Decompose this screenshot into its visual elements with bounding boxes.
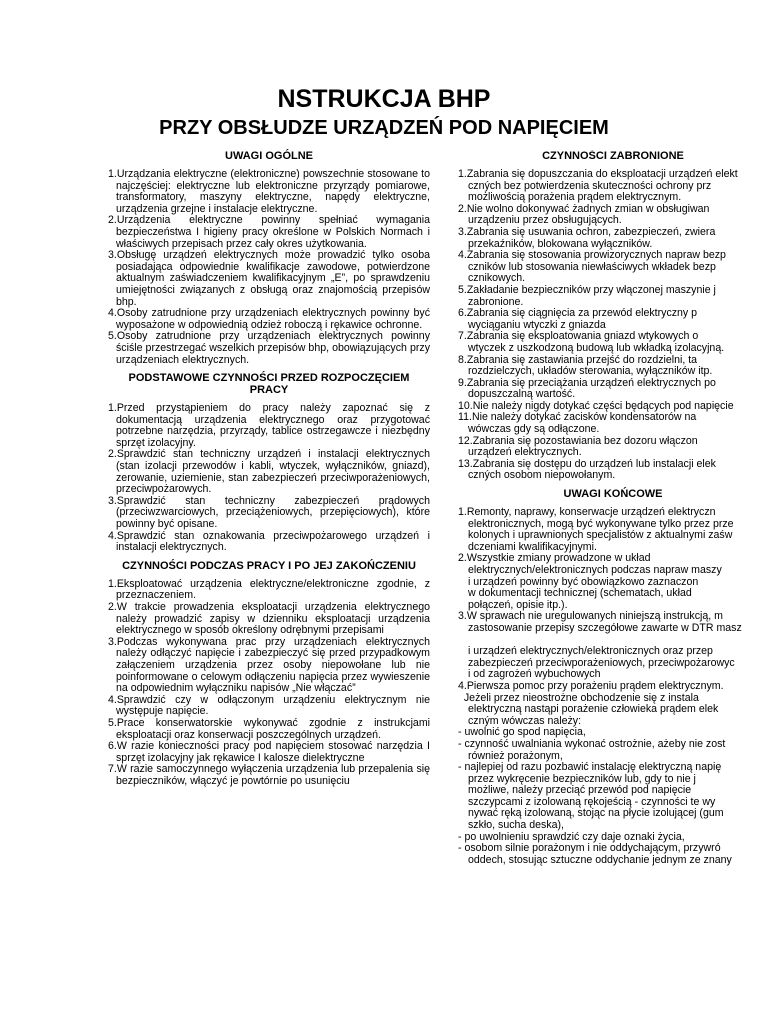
list-item <box>458 611 768 681</box>
list-item <box>458 412 768 435</box>
list-item <box>458 250 768 285</box>
section-heading: CZYNNOŚCI PODCZAS PRACY I PO JEJ ZAKOŃCZENIU <box>122 559 416 572</box>
text-line: czników lub stosowania niewłaściwych wkładek bezp <box>468 260 716 273</box>
section-heading: CZYNNOŚCI ZABRONIONE <box>542 150 684 162</box>
text-line: zabezpieczeń przeciwporażeniowych, przeciwpożarowyc <box>468 656 735 669</box>
list-item: 2.Urządzenia elektryczne powinny spełniać wymagania bezpieczeństwa I higieny pracy określone w Polskich Normach i właściwych przepisach przez cały okres użytkowania. <box>108 214 430 250</box>
list-item: 2.W trakcie prowadzenia eksploatacji urządzenia elektrycznego należy prowadzić zapisy w dzienniku eksploatacji urządzenia elektrycznego w sposób określony odrębnymi przepisami <box>108 601 430 637</box>
section-items <box>108 403 430 554</box>
text-line: 2.Wszystkie zmiany prowadzone w układ <box>458 552 651 565</box>
list-item: 5.Prace konserwatorskie wykonywać zgodnie z instrukcjami eksploatacji oraz konserwacji poszczególnych urządzeń. <box>108 716 430 741</box>
text-line: czným wówczas należy: <box>468 714 582 727</box>
list-item: 4.Sprawdzić stan oznakowania przeciwpożarowego urządzeń i instalacji elektrycznych. <box>108 529 430 554</box>
list-item <box>458 436 768 459</box>
text-line: 6.Zabrania się ciągnięcia za przewód elektryczny p <box>458 307 698 320</box>
text-line: 1.Zabrania się dopuszczania do eksploatacji urządzeń elekt <box>458 168 738 180</box>
text-line: elektryczną nastąpi porażenie człowieka prądem elek <box>468 703 719 716</box>
text-line: czných bez potwierdzenia skuteczności ochrony prz <box>468 179 712 192</box>
document-subtitle: PRZY OBSŁUDZE URZĄDZEŃ POD NAPIĘCIEM <box>159 117 609 139</box>
text-line: - osobom silnie porażonym i nie oddychającym, przywró <box>458 842 721 855</box>
text-line: 2.Nie wolno dokonywać żadnych zmian w obsługiwan <box>458 202 710 215</box>
text-line: i urządzeń elektrycznych/elektronicznych oraz przep <box>468 645 713 658</box>
text-line: połączeń, opisie itp.). <box>468 598 568 611</box>
section-items <box>458 169 768 482</box>
text-line: elektronicznych, mogą być wykonywane tylko przez prze <box>468 517 734 530</box>
text-line: również porażonym, <box>468 749 563 762</box>
list-item: 4.Sprawdzić czy w odłączonym urządzeniu elektrycznym nie występuje napięcie. <box>108 693 430 718</box>
text-line: - najlepiej od razu pozbawić instalację elektryczną napię <box>458 761 722 774</box>
text-line: szkło, sucha deska), <box>468 819 564 832</box>
text-line: wtyczek z uszkodzoną budową lub wkładką izolacyjną. <box>468 341 725 354</box>
text-line: oddech, stosując sztuczne oddychanie jednym ze znany <box>468 853 732 866</box>
list-item: 1.Przed przystąpieniem do pracy należy zapoznać się z dokumentacją urządzenia elektrycznego oraz przygotować potrzebne narzędzia, przyrządy, tablice ostrzegawcze i niezbędny sprzęt izolacyjny. <box>108 402 430 449</box>
list-item: 3.Sprawdzić stan techniczny zabezpieczeń prądowych (przeciwzwarciowych, przeciążeniowych, przepięciowych), które powinny być opisane. <box>108 494 430 531</box>
section-items <box>108 579 430 788</box>
text-line: wyciąganiu wtyczki z gniazda <box>468 318 606 331</box>
section-heading: UWAGI OGÓLNE <box>225 150 313 162</box>
text-line: - po uwolnieniu sprawdzić czy daje oznaki życia, <box>458 830 685 843</box>
text-line: dczeniami kwalifikacyjnymi. <box>468 540 597 553</box>
text-line: zabronione. <box>468 295 524 308</box>
document-title: NSTRUKCJA BHP <box>277 85 491 113</box>
text-line: 4.Zabrania się stosowania prowizorycznych napraw bezp <box>458 249 726 262</box>
text-line: 12.Zabrania się pozostawiania bez dozoru włączon <box>458 434 698 447</box>
list-item <box>458 169 768 204</box>
list-item <box>458 227 768 250</box>
section-heading: PODSTAWOWE CZYNNOŚCI PRZED ROZPOCZĘCIEM PRACY <box>128 372 410 397</box>
text-line: 3.W sprawach nie uregulowanych niniejszą instrukcją, m <box>458 610 723 623</box>
list-item <box>458 459 768 482</box>
text-line: Jeżeli przez nieostrożne obchodzenie się z instala <box>458 691 699 704</box>
list-item <box>458 308 768 331</box>
list-item: 7.W razie samoczynnego wyłączenia urządzenia lub przepalenia się bezpieczników, włączyć je powtórnie po usunięciu <box>108 763 430 787</box>
text-line: możliwe, należy przeciąć przewód pod napięcie <box>468 784 692 797</box>
list-item: 5.Osoby zatrudnione przy urządzeniach elektrycznych powinny ściśle przestrzegać wszelkich przepisów bhp, obowiązujących przy urządzeniach elektrycznych. <box>108 330 430 366</box>
text-line: możliwością porażenia prądem elektrycznym. <box>468 191 682 204</box>
text-line: wówczas gdy są odłączone. <box>468 423 600 436</box>
text-line: 13.Zabrania się dostępu do urządzeń lub instalacji elek <box>458 457 716 470</box>
text-line: - czynność uwalniania wykonać ostrożnie, ażeby nie zost <box>458 737 726 750</box>
list-item: 2.Sprawdzić stan techniczny urządzeń i instalacji elektrycznych (stan izolacji przewodów i kabli, wtyczek, wyłączników, gniazd), zerowanie, uziemienie, stan zabezpieczeń przeciwporażeniowych, przeciwpożarowych. <box>108 448 430 496</box>
text-line: - uwolnić go spod napięcia, <box>458 726 586 739</box>
left-column <box>108 150 430 794</box>
text-line: 9.Zabrania się przeciążania urządzeń elektrycznych po <box>458 376 716 389</box>
section-heading: UWAGI KOŃCOWE <box>563 488 663 501</box>
section-items <box>458 507 768 866</box>
list-item <box>458 507 768 553</box>
text-line: i urządzeń powinny być obowiązkowo zaznaczon <box>468 575 699 588</box>
right-column <box>458 150 768 872</box>
list-item <box>458 204 768 227</box>
list-item: 3.Podczas wykonywana prac przy urządzeniach elektrycznych należy odłączyć napięcie i zabezpieczyć się przed przypadkowym załączeniem urządzenia przez osoby niepowołane lub nie poinformowane o celowym odłączeniu napięcia przez wywieszenie na odpowiednim wyłączniku napisów „Nie włączać” <box>108 635 430 695</box>
text-line: 3.Zabrania się usuwania ochron, zabezpieczeń, zwiera <box>458 225 716 238</box>
list-item: 1.Urządzania elektryczne (elektroniczne) powszechnie stosowane to najczęściej: elektryczne lub elektroniczne przyrządy pomiarowe, transformatory, maszyny elektryczne, napędy elektryczne, urządzenia grzejne i instalacje elektryczne. <box>108 168 430 215</box>
text-line: czných osobom niepowołanym. <box>468 469 616 482</box>
text-line: nywać ręką izolowaną, stojąc na płycie izolującej (gum <box>468 807 724 820</box>
text-line: 1.Remonty, naprawy, konserwacje urządzeń elektryczn <box>458 506 716 519</box>
list-item: 4.Osoby zatrudnione przy urządzeniach elektrycznych powinny być wyposażone w odpowiednią odzież roboczą i rękawice ochronne. <box>108 307 430 331</box>
list-item <box>458 355 768 378</box>
list-item: 1.Eksploatować urządzenia elektryczne/elektroniczne zgodnie, z przeznaczeniem. <box>108 577 430 602</box>
list-item <box>458 285 768 308</box>
text-line: kolonych i uprawnionych specjalistów z aktualnymi zaśw <box>468 529 733 542</box>
text-line: 5.Zakładanie bezpieczników przy włączonej maszynie j <box>458 283 716 296</box>
list-item <box>458 553 768 611</box>
text-line: 11.Nie należy dotykać zacisków kondensatorów na <box>458 411 697 424</box>
text-line: urządzeniu przez obsługujących. <box>468 214 622 227</box>
text-line: w dokumentacji technicznej (schematach, układ <box>468 587 692 600</box>
text-line: 8.Zabrania się zastawiania przejść do rozdzielni, ta <box>458 353 698 366</box>
list-item <box>458 331 768 354</box>
section-items <box>108 169 430 366</box>
text-line: i od zagrożeń wybuchowych <box>468 668 601 681</box>
text-line: 10.Nie należy nigdy dotykać części będących pod napięcie <box>458 399 734 412</box>
text-line: dopuszczalną wartość. <box>468 388 576 401</box>
text-line: zastosowanie przepisy szczegółowe zawarte w DTR masz <box>468 621 742 634</box>
list-item: 3.Obsługę urządzeń elektrycznych może prowadzić tylko osoba posiadająca odpowiednie kwalifikacje zawodowe, potwierdzone aktualnym zaświadczeniem kwalifikacyjnym „E”, po sprawdzeniu umiejętności związanych z obsługą oraz znajomością przepisów bhp. <box>108 249 430 308</box>
text-line: cznikowych. <box>468 272 526 285</box>
text-line: przekaźników, blokowana wyłączników. <box>468 237 653 250</box>
text-line: 7.Zabrania się eksploatowania gniazd wtykowych o <box>458 330 699 343</box>
text-line: urządzeń elektrycznych. <box>468 446 582 459</box>
text-line: 4.Pierwsza pomoc przy porażeniu prądem elektrycznym. <box>458 679 724 692</box>
text-line: szczypcami z izolowaną rękojeścią - czynności te wy <box>468 795 716 808</box>
text-line: elektrycznych/elektronicznych podczas napraw maszy <box>468 564 722 576</box>
list-item <box>458 681 768 867</box>
list-item: 6.W razie konieczności pracy pod napięciem stosować narzędzia I sprzęt izolacyjny jak rękawice I kalosze dielektryczne <box>108 740 430 764</box>
list-item <box>458 378 768 401</box>
text-line: rozdzielczych, układów sterowania, wyłączników itp. <box>468 365 713 378</box>
text-line: przez wykręcenie bezpieczników lub, gdy to nie j <box>468 772 696 785</box>
